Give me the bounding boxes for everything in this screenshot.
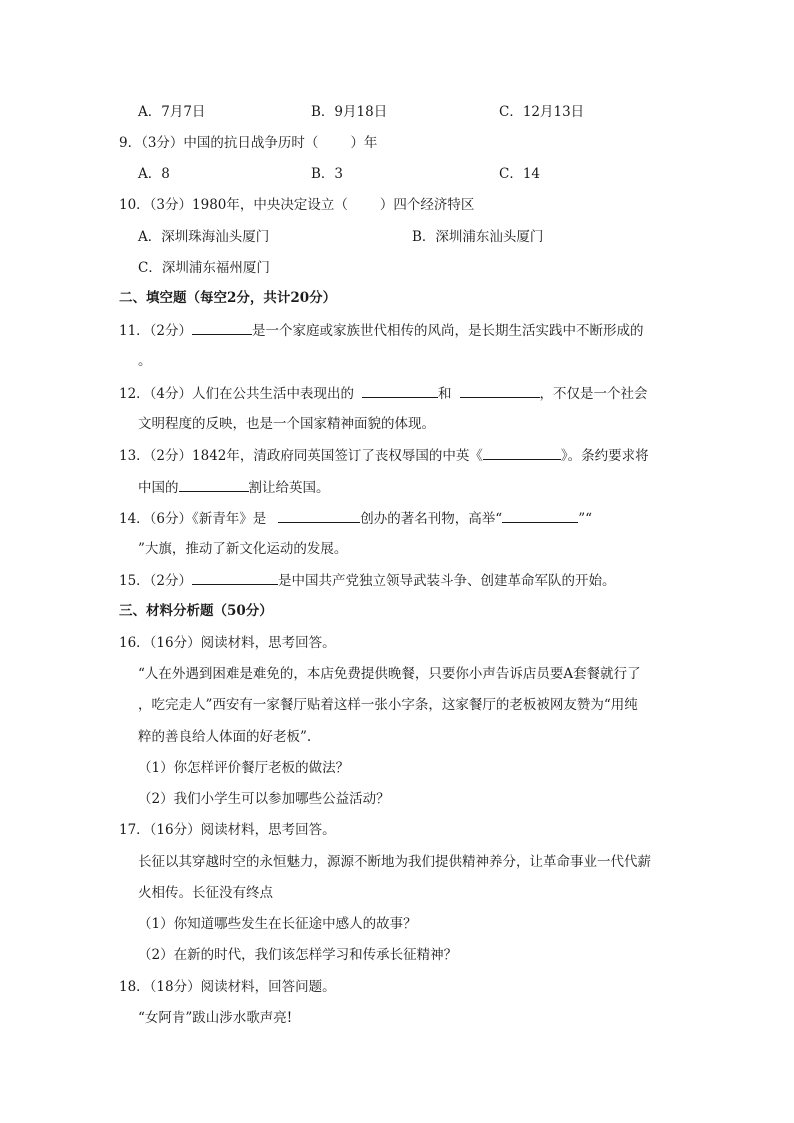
q10-stem: [119, 195, 474, 215]
q15-blank: [192, 570, 278, 585]
q17-material-line-2: 火相传。长征没有终点: [138, 885, 273, 901]
q13-blank-2: [179, 477, 249, 492]
q11-pre: 11．（2分）: [119, 323, 193, 339]
q9-stem-post: ）年: [350, 135, 378, 151]
q9-option-c: C．14: [499, 166, 541, 182]
q9-option-b: B．3: [311, 166, 344, 182]
q10-stem-pre: 10．（3分）1980年，中央决定设立（: [119, 197, 348, 213]
q12-pre: 12．（4分）人们在公共生活中表现出的: [119, 386, 355, 402]
q14-mid: 创办的著名刊物，高举“: [360, 511, 503, 527]
q12-mid: 和: [438, 386, 452, 402]
q12-blank-1: [362, 383, 438, 398]
q14-line1: [119, 508, 592, 529]
q11-line2: 。: [138, 353, 152, 369]
q16-material-line-1: “人在外遇到困难是难免的，本店免费提供晚餐，只要你小声告诉店员要A套餐就行了: [138, 666, 641, 682]
q16-stem: 16．（16分）阅读材料，思考回答。: [119, 635, 336, 651]
q17-sub-question-2: （2）在新的时代，我们该怎样学习和传承长征精神？: [138, 947, 458, 963]
q9-stem: [119, 133, 377, 153]
q10-option-a: A．深圳珠海汕头厦门: [138, 229, 270, 245]
q16-sub-question-1: （1）你怎样评价餐厅老板的做法？: [138, 760, 350, 776]
q15-pre: 15．（2分）: [119, 573, 193, 589]
q13-line1: [119, 445, 649, 466]
q10-stem-post: ）四个经济特区: [379, 197, 475, 213]
q13-line2-pre: 中国的: [138, 480, 179, 496]
q11-line1: [119, 320, 644, 341]
q15-line1: [119, 570, 616, 591]
q11-blank: [192, 320, 252, 335]
q8-option-c: C．12月13日: [499, 104, 585, 120]
q10-option-b: B．深圳浦东汕头厦门: [412, 229, 544, 245]
q8-option-a: A．7月7日: [138, 104, 206, 120]
q17-sub-question-1: （1）你知道哪些发生在长征途中感人的故事？: [138, 916, 417, 932]
q16-material-line-3: 粹的善良给人体面的好老板”.: [138, 729, 312, 745]
q18-stem: 18．（18分）阅读材料，回答问题。: [119, 979, 336, 995]
q17-stem: 17．（16分）阅读材料，思考回答。: [119, 822, 336, 838]
q18-material-line-1: “女阿肯”跋山涉水歌声亮!: [138, 1010, 293, 1026]
q14-post: ”“: [578, 511, 592, 527]
q12-line2: 文明程度的反映，也是一个国家精神面貌的体现。: [138, 416, 435, 432]
q14-pre: 14．（6分）《新青年》是: [119, 511, 267, 527]
q8-option-b: B．9月18日: [311, 104, 388, 120]
q10-option-c: C．深圳浦东福州厦门: [138, 260, 270, 276]
q12-post: ，不仅是一个社会: [539, 386, 648, 402]
q12-line1: [119, 383, 648, 404]
q9-stem-pre: 9．（3分）中国的抗日战争历时（: [119, 135, 319, 151]
q13-line2: [138, 477, 330, 498]
q13-post: 》。条约要求将: [560, 448, 649, 464]
q14-blank-2: [502, 508, 578, 523]
q14-blank-1: [278, 508, 360, 523]
q11-post: 是一个家庭或家族世代相传的风尚，是长期生活实践中不断形成的: [252, 323, 644, 339]
q9-option-a: A．8: [138, 166, 170, 182]
q13-line2-post: 割让给英国。: [248, 480, 330, 496]
q16-material-line-2: ，吃完走人”西安有一家餐厅贴着这样一张小字条，这家餐厅的老板被网友赞为“用纯: [138, 697, 638, 713]
q13-pre: 13．（2分）1842年，清政府同英国签订了丧权辱国的中英《: [119, 448, 483, 464]
q15-post: 是中国共产党独立领导武装斗争、创建革命军队的开始。: [278, 573, 616, 589]
section-2-heading: 二、填空题（每空2分，共计20分）: [119, 290, 337, 306]
q17-material-line-1: 长征以其穿越时空的永恒魅力，源源不断地为我们提供精神养分，让革命事业一代代薪: [138, 854, 651, 870]
q16-sub-question-2: （2）我们小学生可以参加哪些公益活动？: [138, 791, 390, 807]
q14-line2: ”大旗，推动了新文化运动的发展。: [138, 541, 348, 557]
q12-blank-2: [460, 383, 540, 398]
q13-blank-1: [483, 445, 561, 460]
section-3-heading: 三、材料分析题（50分）: [119, 603, 273, 619]
